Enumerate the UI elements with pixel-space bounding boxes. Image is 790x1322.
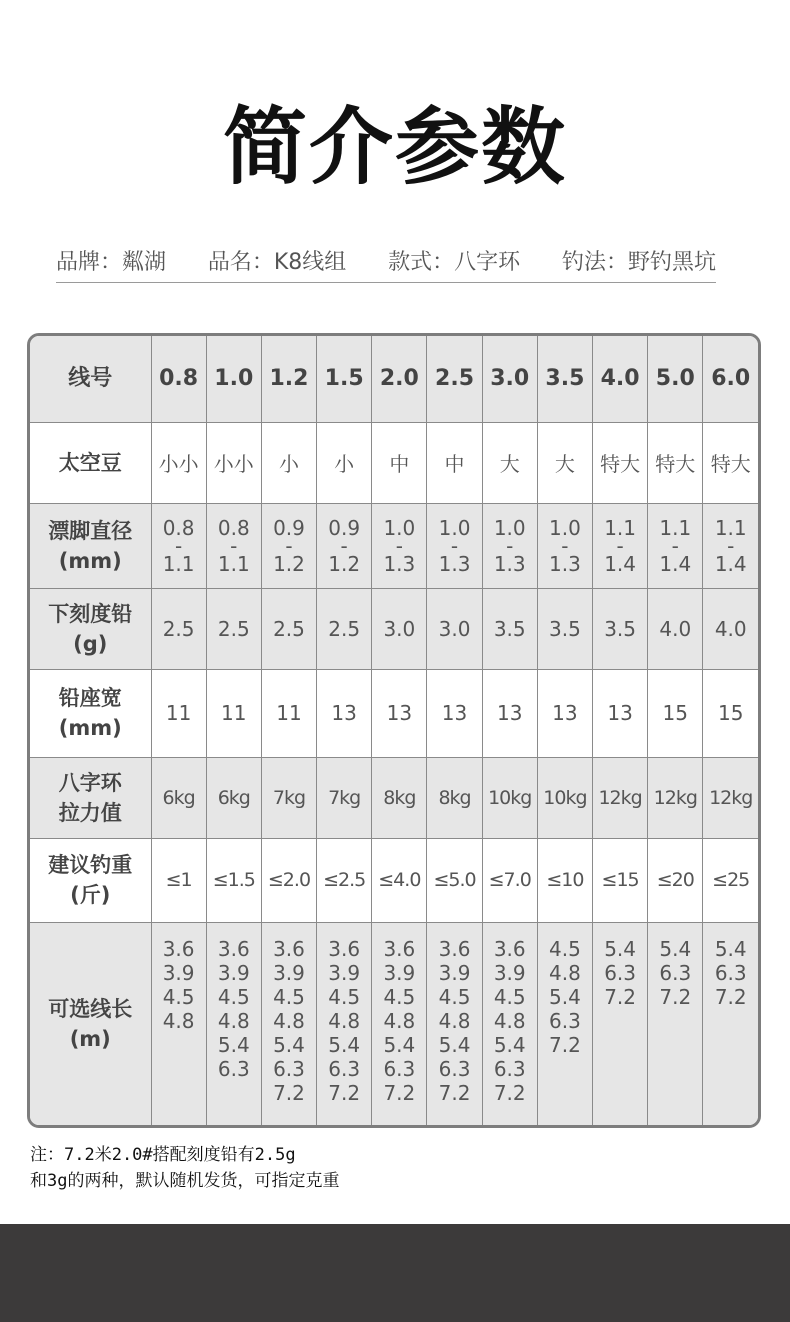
table-cell: ≤7.0 bbox=[482, 838, 537, 922]
table-row-line-length bbox=[30, 922, 758, 1125]
table-cell: 13 bbox=[482, 669, 537, 757]
table-cell: 3.5 bbox=[537, 588, 592, 669]
table-cell: 1.5 bbox=[317, 336, 372, 422]
table-row-sinker-seat-width bbox=[30, 669, 758, 757]
table-cell: 1.0 - 1.3 bbox=[537, 503, 592, 588]
table-row-bead-size bbox=[30, 422, 758, 503]
table-cell: 13 bbox=[537, 669, 592, 757]
product-info-bar bbox=[56, 238, 716, 283]
table-cell: 0.8 - 1.1 bbox=[206, 503, 261, 588]
table-row-line-number bbox=[30, 336, 758, 422]
table-cell: 3.0 bbox=[482, 336, 537, 422]
table-cell: 3.6 3.9 4.5 4.8 5.4 6.3 bbox=[206, 922, 261, 1125]
page-title: 简介参数 bbox=[222, 98, 567, 196]
table-cell: 6kg bbox=[206, 757, 261, 838]
table-cell: 中 bbox=[427, 422, 482, 503]
table-cell: 0.9 - 1.2 bbox=[317, 503, 372, 588]
table-cell: 特大 bbox=[648, 422, 703, 503]
row-header: 漂脚直径 (mm) bbox=[30, 503, 151, 588]
table-cell: 0.8 bbox=[151, 336, 206, 422]
table-cell: ≤4.0 bbox=[372, 838, 427, 922]
table-cell: 1.0 - 1.3 bbox=[482, 503, 537, 588]
table-cell: 2.0 bbox=[372, 336, 427, 422]
table-cell: 0.9 - 1.2 bbox=[261, 503, 316, 588]
table-cell: 13 bbox=[593, 669, 648, 757]
table-cell: 4.0 bbox=[703, 588, 758, 669]
table-cell: 7kg bbox=[261, 757, 316, 838]
row-header: 太空豆 bbox=[30, 422, 151, 503]
table-cell: 特大 bbox=[593, 422, 648, 503]
table-cell: 15 bbox=[648, 669, 703, 757]
table-cell: 3.0 bbox=[372, 588, 427, 669]
table-cell: 2.5 bbox=[427, 336, 482, 422]
table-cell: 15 bbox=[703, 669, 758, 757]
table-cell: 2.5 bbox=[317, 588, 372, 669]
table-cell: 1.1 - 1.4 bbox=[593, 503, 648, 588]
table-cell: 3.6 3.9 4.5 4.8 bbox=[151, 922, 206, 1125]
table-cell: 3.6 3.9 4.5 4.8 5.4 6.3 7.2 bbox=[372, 922, 427, 1125]
table-cell: 小 bbox=[317, 422, 372, 503]
footnote-line-1: 注：7.2米2.0#搭配刻度铅有2.5g bbox=[30, 1145, 296, 1165]
table-cell: ≤1.5 bbox=[206, 838, 261, 922]
table-row-sinker-weight bbox=[30, 588, 758, 669]
table-cell: ≤1 bbox=[151, 838, 206, 922]
table-cell: 8kg bbox=[427, 757, 482, 838]
table-cell: 1.1 - 1.4 bbox=[703, 503, 758, 588]
row-header: 可选线长 (m) bbox=[30, 922, 151, 1125]
table-cell: 3.6 3.9 4.5 4.8 5.4 6.3 7.2 bbox=[427, 922, 482, 1125]
table-cell: 12kg bbox=[703, 757, 758, 838]
table-cell: 11 bbox=[206, 669, 261, 757]
table-cell: 小 bbox=[261, 422, 316, 503]
table-cell: 1.0 - 1.3 bbox=[372, 503, 427, 588]
table-cell: 1.1 - 1.4 bbox=[648, 503, 703, 588]
footer-bar bbox=[0, 1224, 790, 1322]
table-cell: 5.4 6.3 7.2 bbox=[648, 922, 703, 1125]
table-cell: 11 bbox=[261, 669, 316, 757]
table-cell: 大 bbox=[482, 422, 537, 503]
table-cell: 3.6 3.9 4.5 4.8 5.4 6.3 7.2 bbox=[317, 922, 372, 1125]
table-cell: 5.4 6.3 7.2 bbox=[593, 922, 648, 1125]
table-row-swivel-strength bbox=[30, 757, 758, 838]
table-cell: ≤5.0 bbox=[427, 838, 482, 922]
spec-table bbox=[30, 336, 758, 1125]
footnote bbox=[30, 1142, 550, 1194]
table-cell: 2.5 bbox=[151, 588, 206, 669]
table-cell: 5.4 6.3 7.2 bbox=[703, 922, 758, 1125]
table-cell: 11 bbox=[151, 669, 206, 757]
table-cell: ≤15 bbox=[593, 838, 648, 922]
footnote-line-2: 和3g的两种，默认随机发货，可指定克重 bbox=[30, 1171, 340, 1191]
table-cell: 3.0 bbox=[427, 588, 482, 669]
row-header: 建议钓重 (斤) bbox=[30, 838, 151, 922]
brand-info: 品牌：粼湖 bbox=[56, 249, 167, 275]
table-cell: 大 bbox=[537, 422, 592, 503]
table-cell: 13 bbox=[427, 669, 482, 757]
table-cell: 8kg bbox=[372, 757, 427, 838]
table-cell: 小小 bbox=[206, 422, 261, 503]
row-header: 铅座宽 (mm) bbox=[30, 669, 151, 757]
table-cell: 2.5 bbox=[261, 588, 316, 669]
table-cell: 10kg bbox=[482, 757, 537, 838]
table-cell: 特大 bbox=[703, 422, 758, 503]
table-cell: 12kg bbox=[593, 757, 648, 838]
table-cell: 12kg bbox=[648, 757, 703, 838]
row-header: 八字环 拉力值 bbox=[30, 757, 151, 838]
table-cell: 3.6 3.9 4.5 4.8 5.4 6.3 7.2 bbox=[482, 922, 537, 1125]
table-cell: 1.0 - 1.3 bbox=[427, 503, 482, 588]
table-cell: 6.0 bbox=[703, 336, 758, 422]
row-header: 下刻度铅 (g) bbox=[30, 588, 151, 669]
table-cell: 1.0 bbox=[206, 336, 261, 422]
table-cell: ≤25 bbox=[703, 838, 758, 922]
table-cell: ≤2.5 bbox=[317, 838, 372, 922]
table-cell: 10kg bbox=[537, 757, 592, 838]
table-row-float-foot-diameter bbox=[30, 503, 758, 588]
spec-table-frame bbox=[27, 333, 761, 1128]
table-cell: 6kg bbox=[151, 757, 206, 838]
fishing-method-info: 钓法：野钓黑坑 bbox=[561, 249, 716, 275]
table-cell: 3.6 3.9 4.5 4.8 5.4 6.3 7.2 bbox=[261, 922, 316, 1125]
row-header: 线号 bbox=[30, 336, 151, 422]
table-cell: 2.5 bbox=[206, 588, 261, 669]
table-cell: 13 bbox=[317, 669, 372, 757]
table-cell: 13 bbox=[372, 669, 427, 757]
table-cell: 小小 bbox=[151, 422, 206, 503]
table-cell: 0.8 - 1.1 bbox=[151, 503, 206, 588]
table-cell: 3.5 bbox=[593, 588, 648, 669]
table-cell: 1.2 bbox=[261, 336, 316, 422]
table-cell: 中 bbox=[372, 422, 427, 503]
table-cell: 4.0 bbox=[648, 588, 703, 669]
table-row-suggested-fish-weight bbox=[30, 838, 758, 922]
table-cell: ≤10 bbox=[537, 838, 592, 922]
table-cell: 3.5 bbox=[537, 336, 592, 422]
table-cell: 4.0 bbox=[593, 336, 648, 422]
product-name-info: 品名：K8线组 bbox=[207, 249, 347, 275]
style-info: 款式：八字环 bbox=[388, 249, 521, 275]
table-cell: 7kg bbox=[317, 757, 372, 838]
table-cell: ≤20 bbox=[648, 838, 703, 922]
table-cell: 5.0 bbox=[648, 336, 703, 422]
table-cell: ≤2.0 bbox=[261, 838, 316, 922]
table-cell: 4.5 4.8 5.4 6.3 7.2 bbox=[537, 922, 592, 1125]
table-cell: 3.5 bbox=[482, 588, 537, 669]
